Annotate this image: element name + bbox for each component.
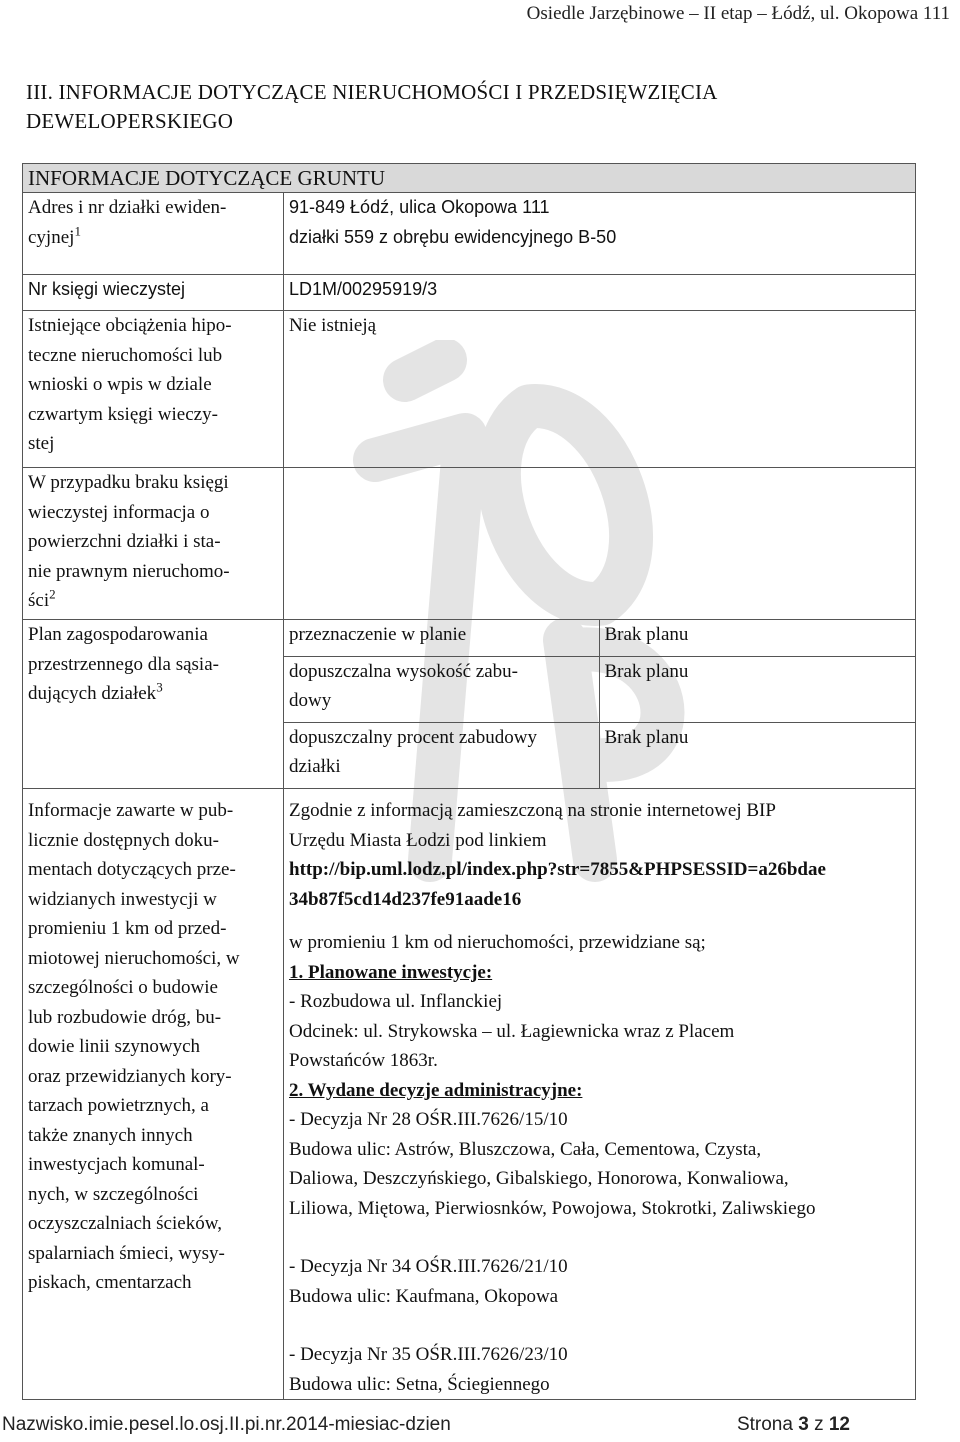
plan-row-value: Brak planu	[599, 620, 915, 656]
no-kw-label: W przypadku braku księgi wieczystej informacja o powierzchni działki i sta- nie prawnym nieruchomo- ści$^2$	[23, 468, 284, 620]
plan-row-value: Brak planu	[599, 656, 915, 722]
plan-row-label: dopuszczalny procent zabudowy działki	[289, 726, 537, 777]
investments-value: Zgodnie z informacją zamieszczoną na stronie internetowej BIP Urzędu Miasta Łodzi pod linkiem http://bip.uml.lodz.pl/index.php?str=7855&PHPSESSID=a26bdae 34b87f5cd14d237fe91aade16 w promieniu 1 km od nieruchomości, przewidziane są; 1. Planowane inwestycje: - Rozbudowa ul. Inflanckiej Odcinek: ul. Strykowska – ul. Łagiewnicka wraz z Placem Powstańców 1863r. 2. Wydane decyzje administracyjne: - Decyzja Nr 28 OŚR.III.7626/15/10 Budowa ulic: Astrów, Bluszczowa, Cała, Cementowa, Czysta, Daliowa, Deszczyńskiego, Gibalskiego, Honorowa, Konwaliowa, Liliowa, Miętowa, Pierwiosnków, Powojowa, Stokrotki, Zaliwskiego - Decyzja Nr 34 OŚR.III.7626/21/10 Budowa ulic: Kaufmana, Okopowa - Decyzja Nr 35 OŚR.III.7626/23/10 Budowa ulic: Setna, Ściegiennego	[284, 789, 916, 1400]
heading-planned: 1. Planowane inwestycje:	[289, 961, 493, 983]
footer-filename: Nazwisko.imie.pesel.lo.osj.II.pi.nr.2014-miesiac-dzien	[2, 1414, 451, 1435]
plan-values	[284, 620, 916, 789]
bip-link[interactable]: http://bip.uml.lodz.pl/index.php?str=7855&PHPSESSID=a26bdae	[289, 859, 826, 880]
investments-label: Informacje zawarte w pub- licznie dostępnych doku- mentach dotyczących prze- widzianych inwestycji w promieniu 1 km od przed- miotowej nieruchomości, w szczególności o budowie lub rozbudowie dróg, bu- dowie linii szynowych oraz przewidzianych kory- tarzach powietrznych, a także znanych innych inwestycjach komunal- nych, w szczególności oczyszczalniach ścieków, spalarniach śmieci, wysy- piskach, cmentarzach	[23, 789, 284, 1400]
address-label: Adres i nr działki ewiden- cyjnej$^1$	[23, 193, 284, 275]
section-title-line2: DEWELOPERSKIEGO	[26, 109, 234, 133]
page-number: Strona 3 z 12	[736, 1414, 850, 1435]
no-kw-value	[284, 468, 916, 620]
plan-row-value: Brak planu	[599, 722, 915, 788]
plan-label: Plan zagospodarowania przestrzennego dla sąsia- dujących działek$^3$	[23, 620, 284, 789]
encumbrance-label: Istniejące obciążenia hipo- teczne nieruchomości lub wnioski o wpis w dziale czwartym księgi wieczy- stej	[23, 311, 284, 468]
kw-value: LD1M/00295919/3	[284, 275, 916, 311]
land-info-table	[22, 163, 916, 1400]
section-title	[26, 78, 846, 136]
kw-label: Nr księgi wieczystej	[23, 275, 284, 311]
table-heading: INFORMACJE DOTYCZĄCE GRUNTU	[23, 164, 916, 193]
address-value: 91-849 Łódź, ulica Okopowa 111 działki 559 z obrębu ewidencyjnego B-50	[284, 193, 916, 275]
plan-row-label: przeznaczenie w planie	[284, 620, 599, 656]
running-header: Osiedle Jarzębinowe – II etap – Łódź, ul. Okopowa 111	[526, 3, 950, 24]
bip-link-cont[interactable]: 34b87f5cd14d237fe91aade16	[289, 888, 522, 910]
encumbrance-value: Nie istnieją	[284, 311, 916, 468]
heading-decisions: 2. Wydane decyzje administracyjne:	[289, 1079, 583, 1101]
section-title-line1: III. INFORMACJE DOTYCZĄCE NIERUCHOMOŚCI I PRZEDSIĘWZIĘCIA	[26, 80, 718, 104]
plan-row-label: dopuszczalna wysokość zabu- dowy	[284, 656, 599, 722]
